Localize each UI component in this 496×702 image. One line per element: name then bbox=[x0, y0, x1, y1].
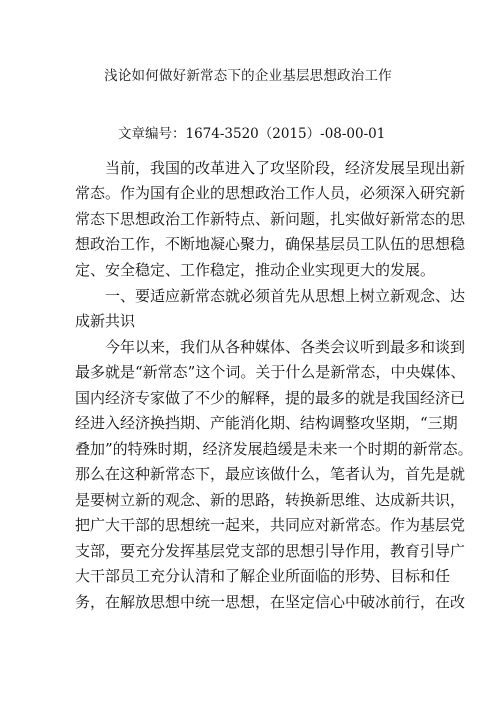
body-line: 常态。作为国有企业的思想政治工作人员，必须深入研究新 bbox=[75, 184, 466, 202]
body-line: 国内经济专家做了不少的解释，提的最多的就是我国经济已 bbox=[75, 389, 466, 407]
body-line: 务，在解放思想中统一思想，在坚定信心中破冰前行，在改 bbox=[75, 593, 466, 611]
section-heading-line: 一、要适应新常态就必须首先从思想上树立新观念、达 bbox=[75, 287, 466, 305]
body-line: 是要树立新的观念、新的思路，转换新思维、达成新共识， bbox=[75, 491, 466, 509]
body-line: 当前，我国的改革进入了攻坚阶段，经济发展呈现出新 bbox=[75, 159, 466, 177]
body-line: 经进入经济换挡期、产能消化期、结构调整攻坚期，“三期 bbox=[75, 414, 458, 432]
body-line: 支部，要充分发挥基层党支部的思想引导作用，教育引导广 bbox=[75, 542, 466, 560]
body-line: 最多就是“新常态”这个词。关于什么是新常态，中央媒体、 bbox=[75, 363, 466, 381]
body-line: 把广大干部的思想统一起来，共同应对新常态。作为基层党 bbox=[75, 516, 466, 534]
document-title: 浅论如何做好新常态下的企业基层思想政治工作 bbox=[104, 68, 392, 84]
body-line: 大干部员工充分认清和了解企业所面临的形势、目标和任 bbox=[75, 567, 451, 585]
body-line: 今年以来，我们从各种媒体、各类会议听到最多和谈到 bbox=[75, 338, 466, 356]
body-line: 常态下思想政治工作新特点、新问题，扎实做好新常态的思 bbox=[75, 210, 466, 228]
body-line: 定、安全稳定、工作稳定，推动企业实现更大的发展。 bbox=[75, 261, 436, 279]
section-heading-line: 成新共识 bbox=[75, 312, 136, 330]
document-number: 文章编号：1674-3520（2015）-08-00-01 bbox=[118, 126, 386, 142]
body-line: 叠加”的特殊时期，经济发展趋缓是未来一个时期的新常态。 bbox=[75, 440, 473, 458]
body-line: 想政治工作，不断地凝心聚力，确保基层员工队伍的思想稳 bbox=[75, 235, 466, 253]
body-line: 那么在这种新常态下，最应该做什么，笔者认为，首先是就 bbox=[75, 465, 466, 483]
